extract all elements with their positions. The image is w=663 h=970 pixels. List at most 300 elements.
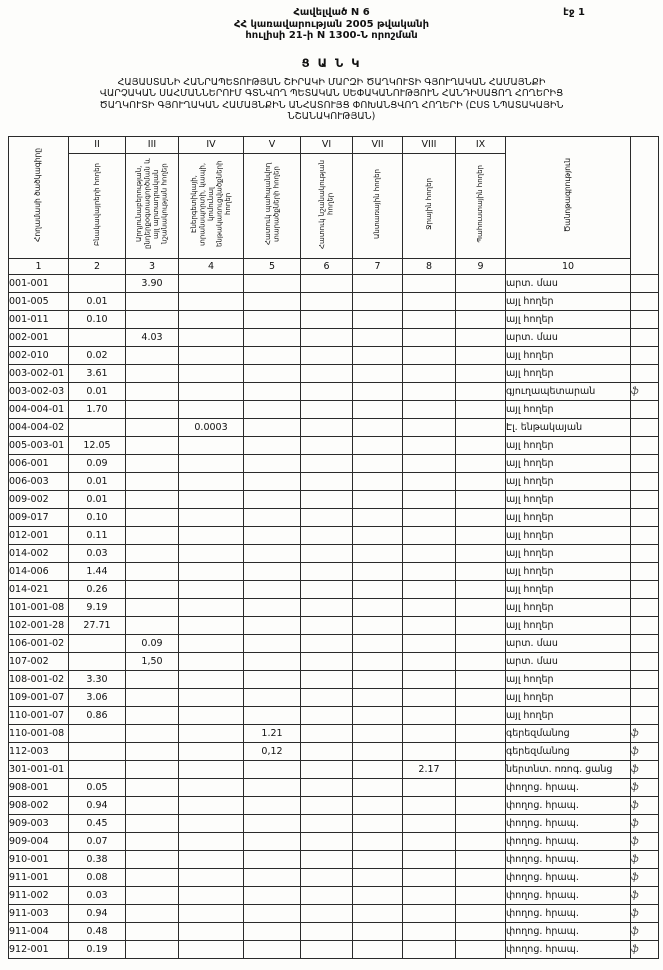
cell-parcel-code: 012-001 bbox=[9, 526, 69, 544]
cell-area-c2: 0.94 bbox=[69, 904, 126, 922]
cell-area-c9 bbox=[456, 688, 506, 706]
cell-note: այլ հողեր bbox=[506, 670, 631, 688]
cell-note: փողոց. հրապ. bbox=[506, 868, 631, 886]
cell-note: այլ հողեր bbox=[506, 292, 631, 310]
cell-area-c9 bbox=[456, 850, 506, 868]
cell-area-c5 bbox=[244, 418, 301, 436]
roman-numeral-vi: VI bbox=[301, 136, 353, 153]
cell-parcel-code: 009-017 bbox=[9, 508, 69, 526]
cell-area-c7 bbox=[353, 526, 403, 544]
cell-note: արտ. մաս bbox=[506, 634, 631, 652]
cell-area-c4 bbox=[179, 706, 244, 724]
cell-area-c6 bbox=[301, 346, 353, 364]
table-row bbox=[9, 382, 659, 400]
cell-area-c7 bbox=[353, 760, 403, 778]
cell-area-c8 bbox=[403, 544, 456, 562]
column-header-5 bbox=[244, 153, 301, 258]
margin-mark: ֆ bbox=[631, 382, 659, 400]
cell-area-c4 bbox=[179, 472, 244, 490]
cell-area-c6 bbox=[301, 922, 353, 940]
cell-area-c7 bbox=[353, 580, 403, 598]
cell-area-c9 bbox=[456, 706, 506, 724]
cell-area-c2 bbox=[69, 634, 126, 652]
cell-area-c9 bbox=[456, 418, 506, 436]
cell-area-c3 bbox=[126, 454, 179, 472]
cell-area-c2: 0.01 bbox=[69, 472, 126, 490]
cell-area-c3 bbox=[126, 508, 179, 526]
cell-area-c2 bbox=[69, 418, 126, 436]
column-number-7: 7 bbox=[353, 258, 403, 274]
margin-column-spacer bbox=[631, 136, 659, 274]
table-row bbox=[9, 940, 659, 958]
cell-area-c8 bbox=[403, 688, 456, 706]
cell-parcel-code: 110-001-08 bbox=[9, 724, 69, 742]
cell-area-c7 bbox=[353, 274, 403, 292]
cell-area-c8 bbox=[403, 292, 456, 310]
cell-area-c7 bbox=[353, 688, 403, 706]
table-row bbox=[9, 274, 659, 292]
table-row bbox=[9, 436, 659, 454]
cell-area-c9 bbox=[456, 832, 506, 850]
column-header-8 bbox=[403, 153, 456, 258]
cell-area-c4 bbox=[179, 778, 244, 796]
cell-area-c7 bbox=[353, 634, 403, 652]
column-header-2-label: Բնակավայրերի հողեր bbox=[92, 162, 101, 246]
cell-area-c8: 2.17 bbox=[403, 760, 456, 778]
cell-note: այլ հողեր bbox=[506, 616, 631, 634]
cell-parcel-code: 911-003 bbox=[9, 904, 69, 922]
cell-area-c2 bbox=[69, 274, 126, 292]
cell-area-c4 bbox=[179, 436, 244, 454]
cell-area-c9 bbox=[456, 904, 506, 922]
cell-area-c2: 27.71 bbox=[69, 616, 126, 634]
cell-area-c8 bbox=[403, 346, 456, 364]
cell-area-c2: 0.26 bbox=[69, 580, 126, 598]
margin-mark bbox=[631, 562, 659, 580]
cell-area-c6 bbox=[301, 778, 353, 796]
margin-mark: ֆ bbox=[631, 760, 659, 778]
cell-parcel-code: 108-001-02 bbox=[9, 670, 69, 688]
cell-note: արտ. մաս bbox=[506, 652, 631, 670]
cell-area-c5 bbox=[244, 940, 301, 958]
margin-mark bbox=[631, 580, 659, 598]
cell-area-c8 bbox=[403, 832, 456, 850]
cell-area-c7 bbox=[353, 814, 403, 832]
column-header-6-label: Հատուկ նշանակության հողեր bbox=[318, 159, 335, 249]
cell-parcel-code: 002-001 bbox=[9, 328, 69, 346]
cell-area-c9 bbox=[456, 508, 506, 526]
cell-area-c6 bbox=[301, 724, 353, 742]
cell-area-c9 bbox=[456, 868, 506, 886]
margin-mark bbox=[631, 652, 659, 670]
cell-area-c4 bbox=[179, 922, 244, 940]
cell-parcel-code: 910-001 bbox=[9, 850, 69, 868]
cell-parcel-code: 014-006 bbox=[9, 562, 69, 580]
margin-mark bbox=[631, 436, 659, 454]
cell-area-c3 bbox=[126, 706, 179, 724]
cell-area-c7 bbox=[353, 742, 403, 760]
cell-area-c7 bbox=[353, 778, 403, 796]
table-row bbox=[9, 688, 659, 706]
table-row bbox=[9, 472, 659, 490]
cell-area-c9 bbox=[456, 346, 506, 364]
cell-area-c4 bbox=[179, 274, 244, 292]
cell-area-c3 bbox=[126, 382, 179, 400]
cell-area-c5 bbox=[244, 382, 301, 400]
cell-area-c2 bbox=[69, 652, 126, 670]
cell-parcel-code: 001-011 bbox=[9, 310, 69, 328]
cell-area-c7 bbox=[353, 616, 403, 634]
cell-area-c7 bbox=[353, 544, 403, 562]
cell-area-c4 bbox=[179, 796, 244, 814]
table-row bbox=[9, 814, 659, 832]
cell-area-c3 bbox=[126, 562, 179, 580]
cell-area-c4 bbox=[179, 346, 244, 364]
cell-area-c6 bbox=[301, 940, 353, 958]
column-header-9-label: Պահուստային հողեր bbox=[476, 165, 485, 243]
cell-area-c2: 0.11 bbox=[69, 526, 126, 544]
cell-area-c3 bbox=[126, 544, 179, 562]
cell-parcel-code: 001-005 bbox=[9, 292, 69, 310]
cell-area-c5 bbox=[244, 814, 301, 832]
cell-area-c6 bbox=[301, 868, 353, 886]
table-row bbox=[9, 526, 659, 544]
cell-area-c5 bbox=[244, 490, 301, 508]
margin-mark: ֆ bbox=[631, 940, 659, 958]
cell-area-c7 bbox=[353, 454, 403, 472]
cell-area-c7 bbox=[353, 652, 403, 670]
cell-area-c8 bbox=[403, 904, 456, 922]
cell-area-c9 bbox=[456, 616, 506, 634]
cell-area-c4 bbox=[179, 364, 244, 382]
cell-area-c6 bbox=[301, 562, 353, 580]
cell-area-c5 bbox=[244, 328, 301, 346]
table-row bbox=[9, 922, 659, 940]
cell-area-c2: 3.30 bbox=[69, 670, 126, 688]
cell-area-c5 bbox=[244, 292, 301, 310]
table-row bbox=[9, 652, 659, 670]
cell-area-c9 bbox=[456, 652, 506, 670]
cell-area-c8 bbox=[403, 796, 456, 814]
cell-area-c8 bbox=[403, 580, 456, 598]
cell-area-c6 bbox=[301, 670, 353, 688]
cell-area-c4 bbox=[179, 580, 244, 598]
cell-area-c9 bbox=[456, 544, 506, 562]
cell-parcel-code: 107-002 bbox=[9, 652, 69, 670]
roman-numeral-iii: III bbox=[126, 136, 179, 153]
cell-area-c2 bbox=[69, 742, 126, 760]
cell-area-c5 bbox=[244, 526, 301, 544]
cell-area-c8 bbox=[403, 850, 456, 868]
cell-area-c7 bbox=[353, 472, 403, 490]
cell-area-c4 bbox=[179, 760, 244, 778]
cell-note: այլ հողեր bbox=[506, 364, 631, 382]
cell-area-c3 bbox=[126, 760, 179, 778]
cell-area-c2 bbox=[69, 760, 126, 778]
column-number-4: 4 bbox=[179, 258, 244, 274]
cell-area-c9 bbox=[456, 526, 506, 544]
cell-area-c4 bbox=[179, 652, 244, 670]
table-row bbox=[9, 562, 659, 580]
cell-area-c6 bbox=[301, 796, 353, 814]
cell-area-c3 bbox=[126, 580, 179, 598]
cell-area-c2 bbox=[69, 328, 126, 346]
cell-area-c8 bbox=[403, 886, 456, 904]
column-header-3 bbox=[126, 153, 179, 258]
margin-mark: ֆ bbox=[631, 796, 659, 814]
cell-area-c4 bbox=[179, 850, 244, 868]
cell-note: փողոց. հրապ. bbox=[506, 904, 631, 922]
cell-area-c2: 0.86 bbox=[69, 706, 126, 724]
cell-area-c2 bbox=[69, 724, 126, 742]
column-number-1: 1 bbox=[9, 258, 69, 274]
cell-area-c5 bbox=[244, 760, 301, 778]
cell-parcel-code: 003-002-03 bbox=[9, 382, 69, 400]
cell-area-c8 bbox=[403, 436, 456, 454]
cell-area-c3 bbox=[126, 778, 179, 796]
cell-area-c7 bbox=[353, 868, 403, 886]
cell-area-c8 bbox=[403, 418, 456, 436]
cell-area-c5: 0,12 bbox=[244, 742, 301, 760]
column-number-6: 6 bbox=[301, 258, 353, 274]
cell-area-c4 bbox=[179, 544, 244, 562]
cell-note: գերեզմանոց bbox=[506, 742, 631, 760]
cell-note: փողոց. հրապ. bbox=[506, 832, 631, 850]
subtitle-line-2: ՎԱՐՉԱԿԱՆ ՍԱՀՄԱՆՆԵՐՈՒՄ ԳՏՆՎՈՂ ՊԵՏԱԿԱՆ ՍԵՓԱԿԱՆՈՒԹՅՈՒՆ ՀԱՆԴԻՍԱՑՈՂ ՀՈՂԵՐԻՑ bbox=[99, 88, 564, 99]
column-header-code-label: Հողամասի ծածկագիրը bbox=[33, 148, 43, 243]
cell-area-c7 bbox=[353, 400, 403, 418]
table-row bbox=[9, 724, 659, 742]
cell-area-c7 bbox=[353, 670, 403, 688]
table-row bbox=[9, 742, 659, 760]
cell-area-c5 bbox=[244, 580, 301, 598]
cell-area-c5 bbox=[244, 310, 301, 328]
cell-area-c6 bbox=[301, 472, 353, 490]
cell-area-c2: 0.09 bbox=[69, 454, 126, 472]
margin-mark: ֆ bbox=[631, 868, 659, 886]
table-row bbox=[9, 760, 659, 778]
cell-parcel-code: 908-001 bbox=[9, 778, 69, 796]
cell-area-c7 bbox=[353, 382, 403, 400]
margin-mark bbox=[631, 526, 659, 544]
cell-area-c2: 0.03 bbox=[69, 544, 126, 562]
cell-area-c7 bbox=[353, 598, 403, 616]
cell-area-c8 bbox=[403, 814, 456, 832]
cell-area-c5 bbox=[244, 346, 301, 364]
column-header-9 bbox=[456, 153, 506, 258]
cell-area-c9 bbox=[456, 634, 506, 652]
cell-parcel-code: 909-004 bbox=[9, 832, 69, 850]
cell-area-c9 bbox=[456, 454, 506, 472]
cell-area-c9 bbox=[456, 886, 506, 904]
cell-area-c5 bbox=[244, 400, 301, 418]
cell-area-c7 bbox=[353, 796, 403, 814]
cell-area-c6 bbox=[301, 400, 353, 418]
cell-area-c9 bbox=[456, 436, 506, 454]
cell-area-c7 bbox=[353, 346, 403, 364]
cell-area-c3 bbox=[126, 796, 179, 814]
cell-area-c4 bbox=[179, 526, 244, 544]
cell-area-c3 bbox=[126, 472, 179, 490]
cell-parcel-code: 006-001 bbox=[9, 454, 69, 472]
cell-parcel-code: 912-001 bbox=[9, 940, 69, 958]
cell-note: արտ. մաս bbox=[506, 274, 631, 292]
cell-area-c7 bbox=[353, 292, 403, 310]
column-header-note-label: Ծանոթագրություն bbox=[562, 158, 572, 233]
cell-area-c5 bbox=[244, 652, 301, 670]
margin-mark: ֆ bbox=[631, 742, 659, 760]
cell-area-c5 bbox=[244, 436, 301, 454]
cell-area-c4 bbox=[179, 490, 244, 508]
cell-area-c6 bbox=[301, 904, 353, 922]
cell-area-c5 bbox=[244, 904, 301, 922]
margin-mark bbox=[631, 418, 659, 436]
cell-area-c5 bbox=[244, 922, 301, 940]
cell-note: այլ հողեր bbox=[506, 706, 631, 724]
cell-area-c6 bbox=[301, 382, 353, 400]
cell-area-c5 bbox=[244, 850, 301, 868]
cell-parcel-code: 911-004 bbox=[9, 922, 69, 940]
cell-area-c7 bbox=[353, 418, 403, 436]
table-row bbox=[9, 598, 659, 616]
cell-area-c4 bbox=[179, 508, 244, 526]
cell-area-c5 bbox=[244, 616, 301, 634]
table-row bbox=[9, 832, 659, 850]
cell-parcel-code: 001-001 bbox=[9, 274, 69, 292]
margin-mark: ֆ bbox=[631, 778, 659, 796]
cell-area-c2: 3.61 bbox=[69, 364, 126, 382]
margin-mark: ֆ bbox=[631, 886, 659, 904]
column-number-2: 2 bbox=[69, 258, 126, 274]
cell-area-c6 bbox=[301, 418, 353, 436]
cell-area-c9 bbox=[456, 796, 506, 814]
cell-area-c8 bbox=[403, 724, 456, 742]
table-row bbox=[9, 328, 659, 346]
cell-area-c4 bbox=[179, 742, 244, 760]
cell-parcel-code: 005-003-01 bbox=[9, 436, 69, 454]
cell-parcel-code: 909-003 bbox=[9, 814, 69, 832]
cell-area-c4 bbox=[179, 814, 244, 832]
margin-mark bbox=[631, 634, 659, 652]
cell-area-c9 bbox=[456, 940, 506, 958]
cell-note: գերեզմանոց bbox=[506, 724, 631, 742]
roman-numeral-iv: IV bbox=[179, 136, 244, 153]
cell-area-c5 bbox=[244, 670, 301, 688]
cell-area-c3 bbox=[126, 886, 179, 904]
cell-parcel-code: 009-002 bbox=[9, 490, 69, 508]
cell-note: այլ հողեր bbox=[506, 436, 631, 454]
cell-area-c7 bbox=[353, 724, 403, 742]
margin-mark: ֆ bbox=[631, 922, 659, 940]
cell-area-c3 bbox=[126, 526, 179, 544]
column-header-6 bbox=[301, 153, 353, 258]
cell-area-c4 bbox=[179, 868, 244, 886]
cell-area-c9 bbox=[456, 760, 506, 778]
cell-area-c7 bbox=[353, 922, 403, 940]
cell-note: այլ հողեր bbox=[506, 544, 631, 562]
cell-area-c7 bbox=[353, 706, 403, 724]
cell-parcel-code: 004-004-02 bbox=[9, 418, 69, 436]
cell-area-c5 bbox=[244, 544, 301, 562]
cell-area-c2: 0.48 bbox=[69, 922, 126, 940]
margin-mark bbox=[631, 706, 659, 724]
page-number: էջ 1 bbox=[563, 7, 585, 18]
cell-area-c6 bbox=[301, 760, 353, 778]
cell-area-c4 bbox=[179, 598, 244, 616]
cell-note: այլ հողեր bbox=[506, 454, 631, 472]
cell-area-c3: 0.09 bbox=[126, 634, 179, 652]
column-header-4 bbox=[179, 153, 244, 258]
table-row bbox=[9, 778, 659, 796]
cell-area-c4: 0.0003 bbox=[179, 418, 244, 436]
cell-note: փողոց. հրապ. bbox=[506, 796, 631, 814]
cell-parcel-code: 908-002 bbox=[9, 796, 69, 814]
cell-area-c7 bbox=[353, 832, 403, 850]
cell-parcel-code: 002-010 bbox=[9, 346, 69, 364]
table-row bbox=[9, 670, 659, 688]
margin-mark: ֆ bbox=[631, 832, 659, 850]
cell-area-c4 bbox=[179, 616, 244, 634]
cell-note: փողոց. հրապ. bbox=[506, 940, 631, 958]
cell-parcel-code: 301-001-01 bbox=[9, 760, 69, 778]
cell-area-c4 bbox=[179, 904, 244, 922]
column-header-3-label: Արդյունաբերության, ընդերքօգտագործման և այլ արտադրական նշանակության հողեր bbox=[135, 158, 169, 250]
table-row bbox=[9, 868, 659, 886]
column-number-3: 3 bbox=[126, 258, 179, 274]
subtitle-line-4: ՆՇԱՆԱԿՈՒԹՅԱՆ) bbox=[287, 111, 376, 122]
cell-area-c2: 0.07 bbox=[69, 832, 126, 850]
cell-area-c4 bbox=[179, 400, 244, 418]
cell-area-c8 bbox=[403, 616, 456, 634]
cell-area-c4 bbox=[179, 634, 244, 652]
cell-note: այլ հողեր bbox=[506, 508, 631, 526]
cell-area-c9 bbox=[456, 292, 506, 310]
cell-area-c2: 0.05 bbox=[69, 778, 126, 796]
table-row bbox=[9, 616, 659, 634]
cell-area-c6 bbox=[301, 508, 353, 526]
cell-note: փողոց. հրապ. bbox=[506, 886, 631, 904]
cell-note: այլ հողեր bbox=[506, 490, 631, 508]
column-number-row bbox=[9, 258, 659, 274]
cell-area-c8 bbox=[403, 490, 456, 508]
cell-area-c3 bbox=[126, 688, 179, 706]
cell-area-c3 bbox=[126, 670, 179, 688]
margin-mark bbox=[631, 346, 659, 364]
cell-area-c7 bbox=[353, 328, 403, 346]
cell-area-c6 bbox=[301, 850, 353, 868]
column-header-7 bbox=[353, 153, 403, 258]
cell-area-c2: 1.70 bbox=[69, 400, 126, 418]
table-row bbox=[9, 346, 659, 364]
column-header-2 bbox=[69, 153, 126, 258]
cell-parcel-code: 102-001-28 bbox=[9, 616, 69, 634]
cell-area-c7 bbox=[353, 364, 403, 382]
cell-area-c3 bbox=[126, 940, 179, 958]
cell-area-c9 bbox=[456, 274, 506, 292]
margin-mark: ֆ bbox=[631, 814, 659, 832]
cell-area-c5 bbox=[244, 778, 301, 796]
column-header-8-label: Ջրային հողեր bbox=[424, 178, 433, 230]
cell-area-c8 bbox=[403, 454, 456, 472]
margin-mark bbox=[631, 400, 659, 418]
cell-area-c4 bbox=[179, 292, 244, 310]
cell-area-c4 bbox=[179, 310, 244, 328]
cell-area-c6 bbox=[301, 688, 353, 706]
cell-area-c2: 0.01 bbox=[69, 292, 126, 310]
table-row bbox=[9, 904, 659, 922]
cell-area-c8 bbox=[403, 382, 456, 400]
cell-area-c4 bbox=[179, 886, 244, 904]
